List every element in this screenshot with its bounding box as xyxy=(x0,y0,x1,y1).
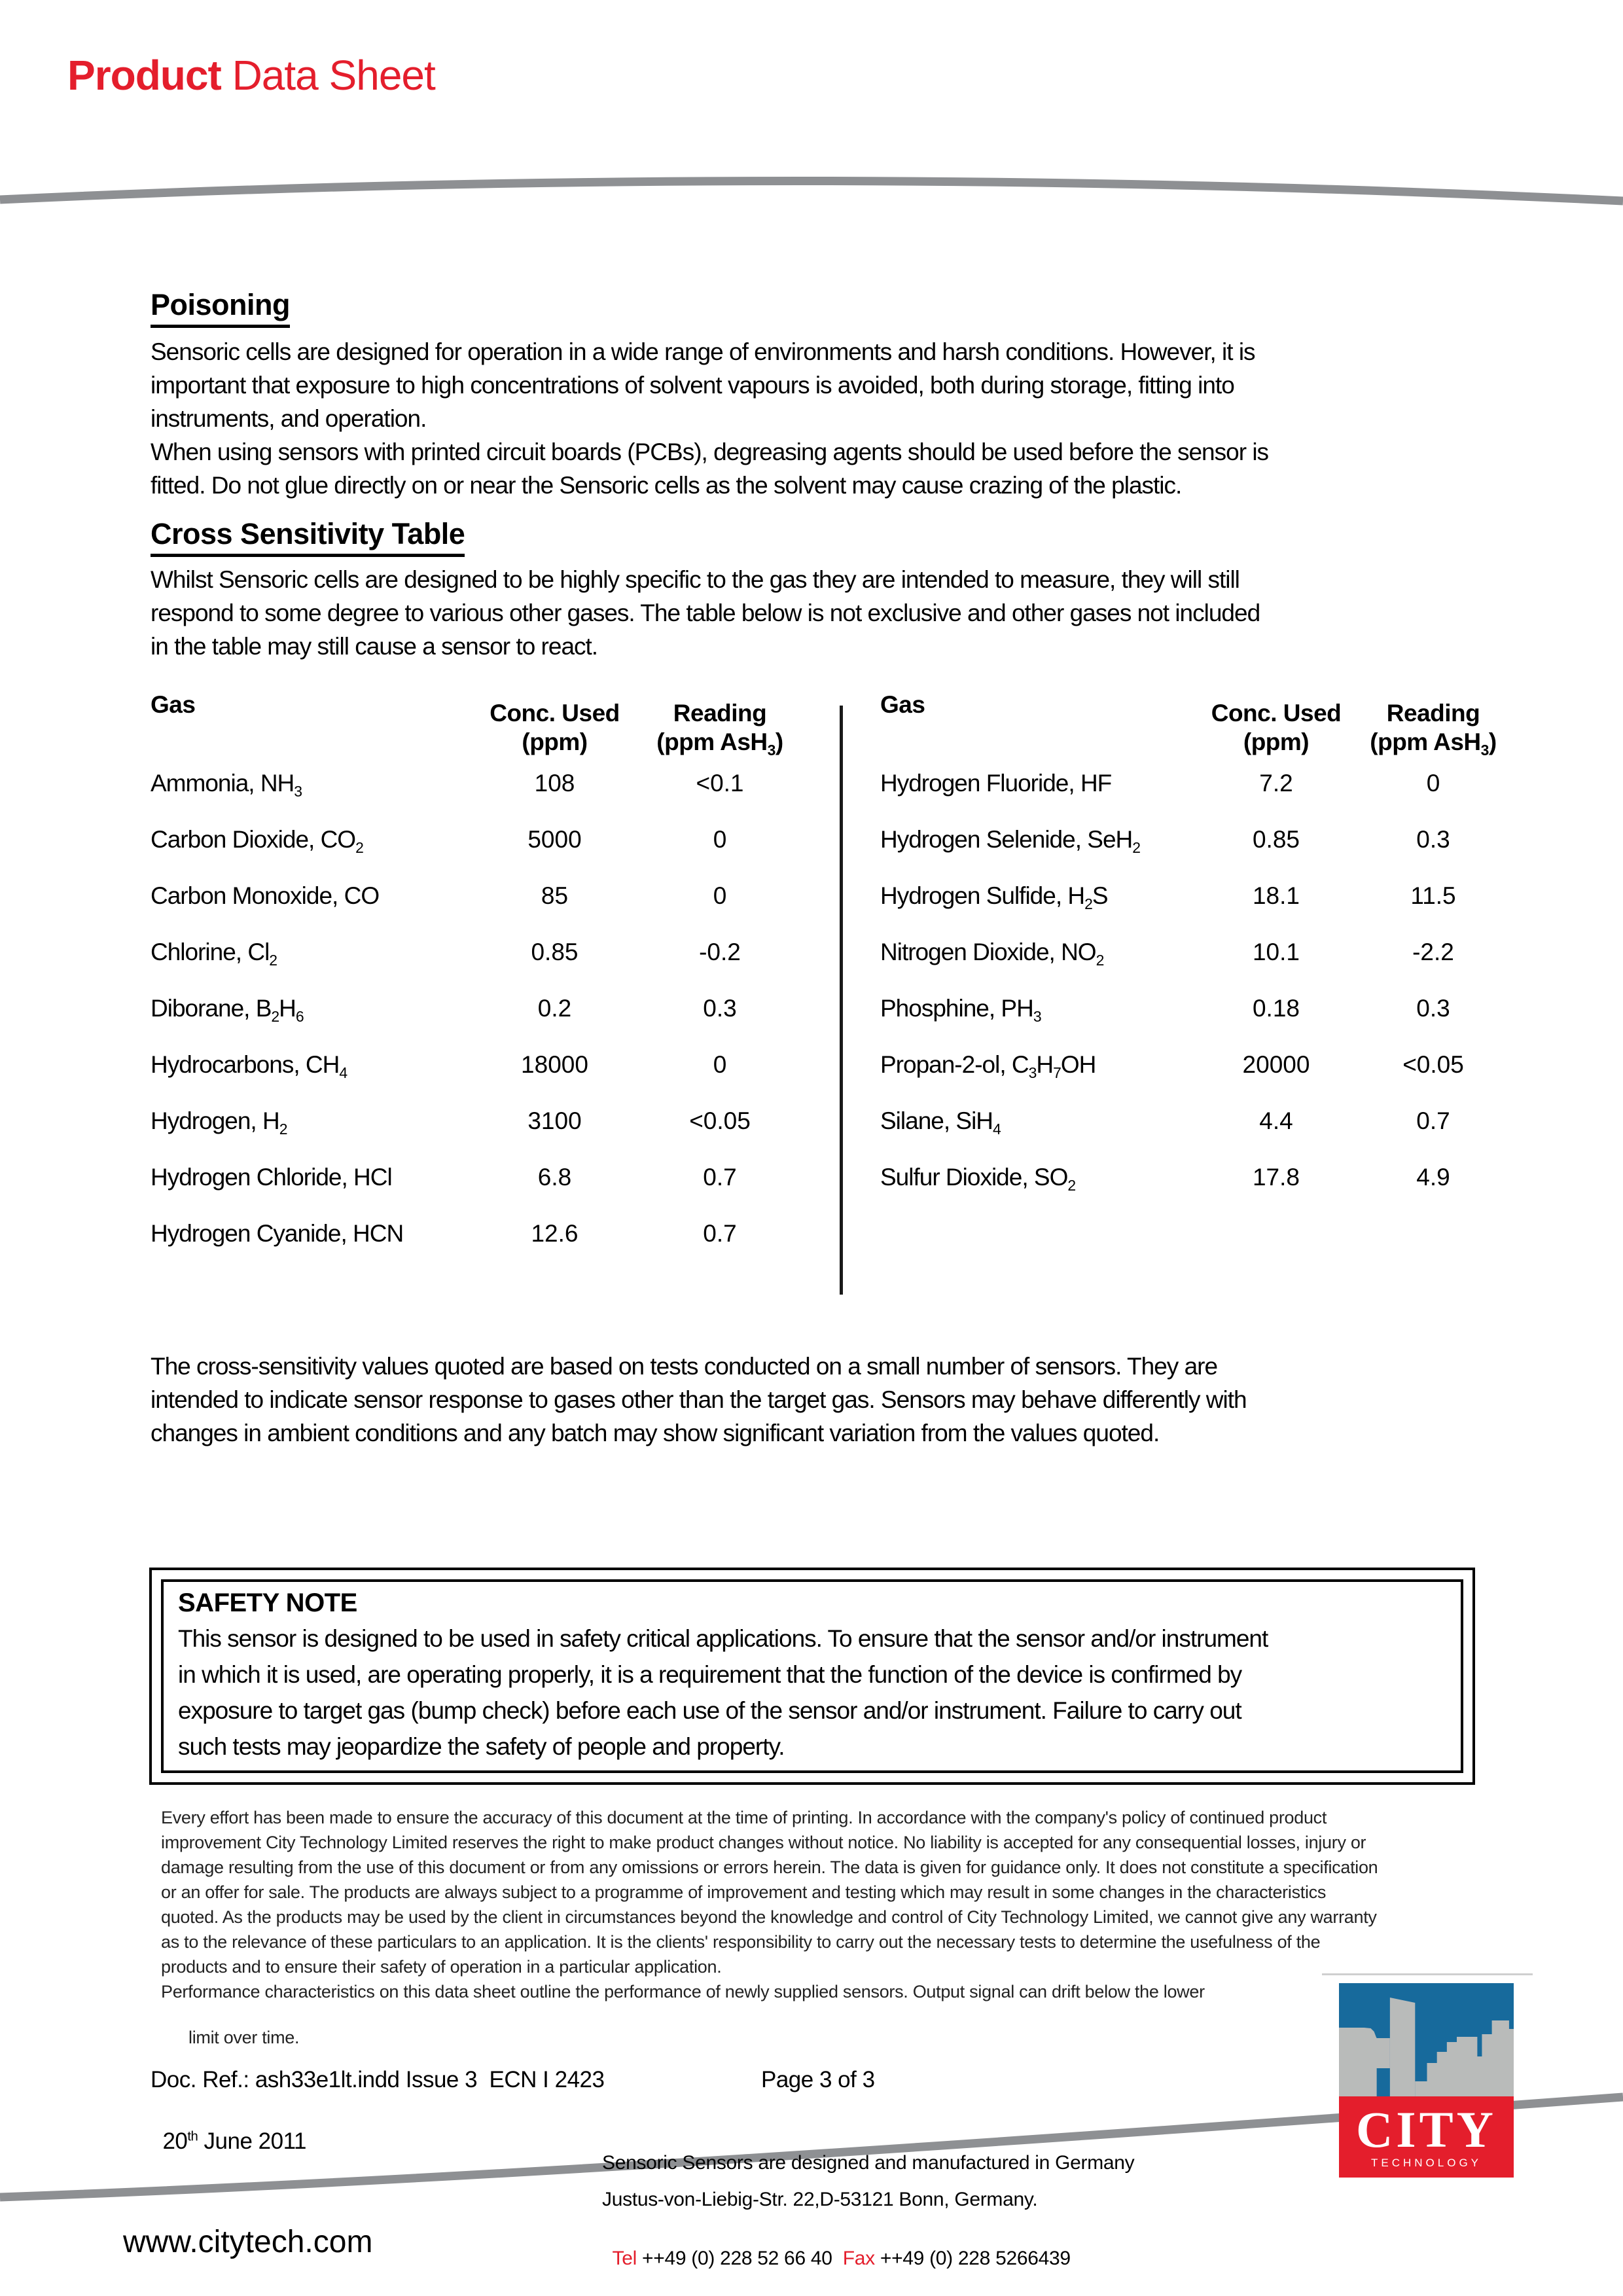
date-ordinal: th xyxy=(187,2129,198,2144)
tel-label: Tel xyxy=(612,2248,637,2269)
text-line: Whilst Sensoric cells are designed to be highly specific to the gas they are intended to measure, they will still xyxy=(151,566,1240,593)
text-line: Sensoric cells are designed for operation in a wide range of environments and harsh conditions. However, it is xyxy=(151,338,1255,365)
safety-note-inner xyxy=(161,1579,1463,1773)
text-line: instruments, and operation. xyxy=(151,405,427,432)
table-cell-reading: 0.7 xyxy=(703,1220,737,1247)
table-cell-reading: <0.05 xyxy=(1402,1051,1464,1078)
table-cell-gas: Hydrogen, $H_2$ xyxy=(151,1107,287,1138)
table-cell-reading: 0.7 xyxy=(703,1164,737,1191)
table-cell-reading: 0 xyxy=(713,826,727,853)
footer-contact-line xyxy=(602,2225,1071,2270)
tel-value: ++49 (0) 228 52 66 40 xyxy=(636,2248,843,2269)
column-header-conc: Conc. Used (ppm) xyxy=(1211,700,1342,755)
website-url: www.citytech.com xyxy=(123,2225,373,2259)
text-line: damage resulting from the use of this document or from any omissions or errors herein. The data is given for guidance only. It does not constitute a specification xyxy=(161,1857,1378,1877)
column-header-gas: Gas xyxy=(880,691,925,718)
text-line: The cross-sensitivity values quoted are based on tests conducted on a small number of sensors. They are xyxy=(151,1353,1218,1380)
safety-note-text xyxy=(178,1621,1446,1765)
table-cell-conc: 12.6 xyxy=(531,1220,579,1247)
text-line: such tests may jeopardize the safety of people and property. xyxy=(178,1733,785,1760)
text-line: as to the relevance of these particulars to an application. It is the clients' responsibility to carry out the necessary tests to determine the usefulness of the xyxy=(161,1932,1321,1952)
table-cell-conc: 0.85 xyxy=(1252,826,1300,853)
column-header-conc: Conc. Used (ppm) xyxy=(490,700,620,755)
table-cell-conc: 5000 xyxy=(527,826,582,853)
table-cell-reading: -0.2 xyxy=(699,939,741,965)
fax-value: ++49 (0) 228 5266439 xyxy=(874,2248,1071,2269)
text-line: intended to indicate sensor response to gases other than the target gas. Sensors may behave differently with xyxy=(151,1386,1247,1413)
table-cell-gas: Ammonia, $NH_3$ xyxy=(151,770,302,800)
table-cell-reading: 11.5 xyxy=(1410,882,1456,909)
footer-manufacture-line: Sensoric Sensors are designed and manufactured in Germany xyxy=(602,2152,1135,2174)
cross-sensitivity-intro xyxy=(151,563,1260,663)
table-cell-reading: <0.1 xyxy=(696,770,744,797)
column-header-reading: Reading (ppm AsH$_3$) xyxy=(656,700,783,759)
table-cell-gas: Hydrogen Sulfide, $H_2S$ xyxy=(880,882,1108,913)
top-swoosh-decoration xyxy=(0,159,1623,238)
legal-last-line: limit over time. xyxy=(188,2028,300,2047)
table-cell-reading: 4.9 xyxy=(1416,1164,1450,1191)
cross-sensitivity-heading: Cross Sensitivity Table xyxy=(151,517,465,557)
table-cell-gas: Propan-2-ol, $C_3H_7OH$ xyxy=(880,1051,1096,1082)
city-skyline-icon xyxy=(1339,1983,1514,2096)
table-cell-gas: Nitrogen Dioxide, $NO_2$ xyxy=(880,939,1104,969)
poisoning-paragraph xyxy=(151,335,1268,502)
safety-note-box xyxy=(149,1568,1475,1785)
legal-lines xyxy=(161,1805,1378,2004)
table-cell-conc: 17.8 xyxy=(1252,1164,1300,1191)
table-cell-gas: Phosphine, $PH_3$ xyxy=(880,995,1041,1026)
page-title-bold: Product xyxy=(67,52,221,99)
doc-reference: Doc. Ref.: ash33e1lt.indd Issue 3 ECN I 2423 xyxy=(151,2067,605,2092)
table-divider xyxy=(840,706,843,1295)
safety-note-title: SAFETY NOTE xyxy=(178,1588,357,1617)
table-cell-gas: Sulfur Dioxide, $SO_2$ xyxy=(880,1164,1076,1194)
text-line: Every effort has been made to ensure the accuracy of this document at the time of printing. In accordance with the company's policy of continued product xyxy=(161,1808,1327,1827)
table-cell-conc: 85 xyxy=(541,882,569,909)
logo-red-band xyxy=(1339,2096,1514,2178)
text-line: important that exposure to high concentrations of solvent vapours is avoided, both during storage, fitting into xyxy=(151,372,1234,399)
table-cell-reading: 0 xyxy=(1426,770,1440,797)
table-cell-conc: 6.8 xyxy=(537,1164,572,1191)
table-cell-conc: 0.2 xyxy=(537,995,572,1022)
table-cell-reading: <0.05 xyxy=(689,1107,751,1134)
text-line: or an offer for sale. The products are always subject to a programme of improvement and testing which may result in some changes in the characteristics xyxy=(161,1882,1327,1902)
cross-sensitivity-table-right xyxy=(880,691,1508,1206)
table-cell-conc: 0.18 xyxy=(1252,995,1300,1022)
table-cell-gas: Chlorine, $Cl_2$ xyxy=(151,939,277,969)
text-line: improvement City Technology Limited reserves the right to make product changes without notice. No liability is accepted for any consequential losses, injury or xyxy=(161,1833,1366,1852)
table-cell-gas: Silane, SiH$_4$ xyxy=(880,1107,1001,1138)
text-line: This sensor is designed to be used in safety critical applications. To ensure that the sensor and/or instrument xyxy=(178,1625,1268,1652)
table-cell-conc: 10.1 xyxy=(1252,939,1300,965)
cross-sensitivity-table-left xyxy=(151,691,812,1262)
table-cell-gas: Diborane, $B_2H_6$ xyxy=(151,995,304,1026)
table-cell-conc: 3100 xyxy=(527,1107,582,1134)
text-line: respond to some degree to various other gases. The table below is not exclusive and other gases not included xyxy=(151,600,1260,626)
table-cell-conc: 7.2 xyxy=(1259,770,1293,797)
text-line: in which it is used, are operating properly, it is a requirement that the function of the device is confirmed by xyxy=(178,1661,1242,1688)
page-number: Page 3 of 3 xyxy=(761,2067,875,2092)
table-cell-gas: Hydrogen Selenide, SeH$_2$ xyxy=(880,826,1141,857)
text-line: fitted. Do not glue directly on or near the Sensoric cells as the solvent may cause crazing of the plastic. xyxy=(151,472,1182,499)
table-cell-conc: 18.1 xyxy=(1252,882,1300,909)
table-cell-gas: Hydrocarbons, $CH_4$ xyxy=(151,1051,348,1082)
table-cell-gas: Hydrogen Chloride, HCl xyxy=(151,1164,392,1191)
table-cell-reading: 0 xyxy=(713,882,727,909)
city-technology-logo xyxy=(1339,1983,1514,2178)
table-cell-reading: 0.3 xyxy=(1416,826,1450,853)
table-cell-conc: 20000 xyxy=(1242,1051,1310,1078)
text-line: quoted. As the products may be used by the client in circumstances beyond the knowledge and control of City Technology Limited, we cannot give any warranty xyxy=(161,1907,1377,1927)
text-line: in the table may still cause a sensor to react. xyxy=(151,633,598,660)
doc-date: 20th June 2011 xyxy=(162,2128,306,2154)
table-cell-reading: 0.3 xyxy=(1416,995,1450,1022)
text-line: When using sensors with printed circuit boards (PCBs), degreasing agents should be used before the sensor is xyxy=(151,439,1269,465)
table-cell-reading: 0.7 xyxy=(1416,1107,1450,1134)
text-line: exposure to target gas (bump check) before each use of the sensor and/or instrument. Failure to carry out xyxy=(178,1697,1241,1724)
logo-top-hairline xyxy=(1322,1973,1533,1975)
table-cell-reading: 0 xyxy=(713,1051,727,1078)
column-header-reading: Reading (ppm AsH$_3$) xyxy=(1370,700,1497,759)
table-cell-conc: 0.85 xyxy=(531,939,579,965)
table-cell-gas: Carbon Dioxide, $CO_2$ xyxy=(151,826,363,857)
column-header-gas: Gas xyxy=(151,691,196,718)
table-cell-reading: -2.2 xyxy=(1412,939,1454,965)
table-cell-conc: 108 xyxy=(534,770,575,797)
text-line: products and to ensure their safety of operation in a particular application. xyxy=(161,1957,722,1977)
table-cell-conc: 4.4 xyxy=(1259,1107,1293,1134)
table-cell-gas: Hydrogen Fluoride, HF xyxy=(880,770,1112,797)
footer-address-line: Justus-von-Liebig-Str. 22,D-53121 Bonn, Germany. xyxy=(602,2189,1038,2210)
table-cell-gas: Carbon Monoxide, CO xyxy=(151,882,380,909)
text-line: changes in ambient conditions and any batch may show significant variation from the values quoted. xyxy=(151,1420,1160,1446)
legal-disclaimer xyxy=(161,1805,1378,2050)
page-title xyxy=(67,51,435,99)
fax-label: Fax xyxy=(842,2248,875,2269)
page-title-light: Data Sheet xyxy=(221,52,435,99)
table-cell-reading: 0.3 xyxy=(703,995,737,1022)
table-cell-gas: Hydrogen Cyanide, HCN xyxy=(151,1220,404,1247)
text-line: Performance characteristics on this data sheet outline the performance of newly supplied sensors. Output signal can drift below the lower xyxy=(161,1982,1205,2001)
poisoning-heading: Poisoning xyxy=(151,288,290,328)
logo-subtitle: TECHNOLOGY xyxy=(1370,2157,1482,2169)
table-cell-conc: 18000 xyxy=(521,1051,588,1078)
logo-wordmark: CITY xyxy=(1355,2101,1497,2158)
cross-sensitivity-note xyxy=(151,1350,1247,1450)
